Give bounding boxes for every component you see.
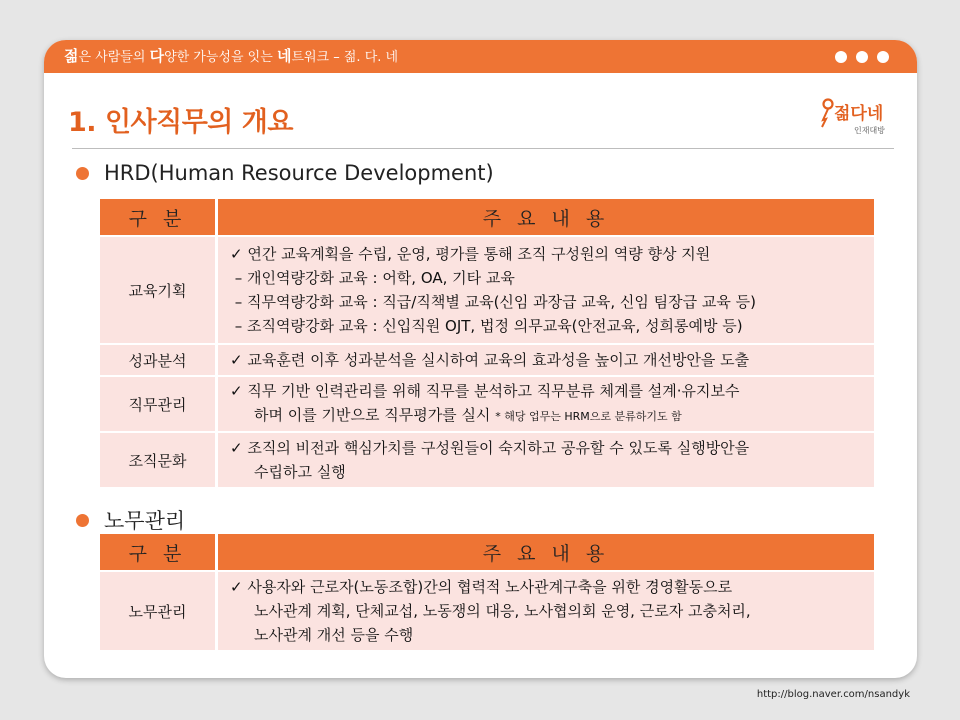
logo-subtext: 인재대방 [854,126,885,135]
content-line [230,575,874,599]
window-dots [835,51,889,63]
content-line-text: – 개인역량강화 교육 : 어학, OA, 기타 교육 [230,269,515,287]
pin-icon [820,98,834,128]
row-content [218,433,874,487]
dot-icon [856,51,868,63]
table-header-row [100,534,874,570]
logo-text: 젊다네 [834,104,884,124]
tagline-part: 은 사람들의 [78,50,150,65]
content-line [230,290,874,314]
tagline-part: 네 [276,47,292,65]
row-content [218,237,874,343]
slide [44,40,917,678]
section-hrd-heading [76,161,494,185]
content-line [230,403,874,429]
section-labor-heading [76,505,185,535]
content-line-text: 노사관계 개선 등을 수행 [254,626,414,644]
tagline-part: 트워크 – 젊. 다. 네 [291,50,399,65]
section-heading-text: HRD(Human Resource Development) [104,161,494,185]
content-line-text: ✓ 조직의 비전과 핵심가치를 구성원들이 숙지하고 공유할 수 있도록 실행방안을 [230,439,750,457]
row-category: 성과분석 [100,345,218,375]
table-row [100,433,874,487]
content-line [230,266,874,290]
content-line-text: ✓ 교육훈련 이후 성과분석을 실시하여 교육의 효과성을 높이고 개선방안을 도출 [230,351,750,369]
content-line [230,460,874,484]
tagline-part: 젊 [64,47,79,65]
content-line [230,599,874,623]
table-header-row [100,199,874,235]
header-content: 주 요 내 용 [218,199,874,235]
table-row [100,377,874,431]
footer-url: http://blog.naver.com/nsandyk [756,689,910,700]
brand-logo [820,96,894,144]
hrd-table [100,197,874,489]
row-category: 교육기획 [100,237,218,343]
content-line [230,623,874,647]
table-row [100,345,874,375]
content-line-text: ✓ 사용자와 근로자(노동조합)간의 협력적 노사관계구축을 위한 경영활동으로 [230,578,733,596]
content-line-text: ✓ 연간 교육계획을 수립, 운영, 평가를 통해 조직 구성원의 역량 향상 지원 [230,245,711,263]
content-note: * 해당 업무는 HRM으로 분류하기도 함 [495,410,682,423]
content-line [230,436,874,460]
table-row [100,572,874,650]
row-category: 직무관리 [100,377,218,431]
header-bar [44,40,917,73]
bullet-icon [76,167,89,180]
content-line [230,242,874,266]
dot-icon [877,51,889,63]
content-line-text: ✓ 직무 기반 인력관리를 위해 직무를 분석하고 직무분류 체계를 설계·유지보수 [230,382,740,400]
content-line-text: – 조직역량강화 교육 : 신입직원 OJT, 법정 의무교육(안전교육, 성희롱예방 등) [230,317,743,335]
header-content: 주 요 내 용 [218,534,874,570]
content-line-text: – 직무역량강화 교육 : 직급/직책별 교육(신임 과장급 교육, 신임 팀장급 교육 등) [230,293,756,311]
tagline-part: 양한 가능성을 잇는 [164,50,277,65]
row-category: 조직문화 [100,433,218,487]
row-content [218,345,874,375]
bullet-icon [76,514,89,527]
row-content [218,572,874,650]
page-title: 1. 인사직무의 개요 [68,107,293,138]
header-tagline [64,40,398,73]
header-category: 구 분 [100,199,218,235]
title-divider [72,148,894,149]
content-line-text: 수립하고 실행 [254,463,346,481]
dot-icon [835,51,847,63]
row-content [218,377,874,431]
content-line-text: 하며 이를 기반으로 직무평가를 실시 [254,406,496,424]
header-category: 구 분 [100,534,218,570]
labor-table [100,532,874,652]
content-line [230,314,874,338]
tagline-part: 다 [149,47,165,65]
section-heading-text: 노무관리 [104,509,186,533]
content-line [230,379,874,403]
content-line-text: 노사관계 계획, 단체교섭, 노동쟁의 대응, 노사협의회 운영, 근로자 고충처리, [254,602,751,620]
row-category: 노무관리 [100,572,218,650]
content-line [230,348,874,372]
table-row [100,237,874,343]
